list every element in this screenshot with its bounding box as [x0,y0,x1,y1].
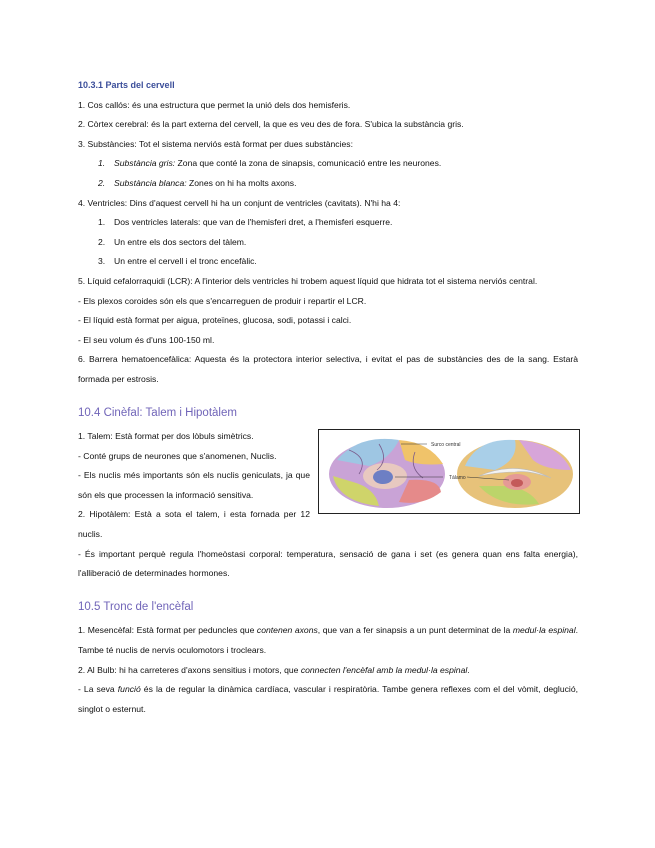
paragraph-funcio [78,680,578,719]
italic-run: funció [117,684,141,695]
paragraph-plexos: - Els plexos coroides són els que s'encarreguen de produir i repartir el LCR. [78,295,367,306]
paragraph-substancies: 3. Substàncies: Tot el sistema nerviós està format per dues substàncies: [78,138,353,149]
text-run: 1. Mesencèfal: Està format per peduncles que [78,625,257,636]
paragraph-hipotalem: 2. Hipotàlem: Està a sota el talem, i esta fornada per 12 nuclis. [78,509,310,540]
italic-run: connecten l'encèfal amb la medul·la espinal [300,664,468,675]
figure-label-top: Surco central [431,442,461,449]
list-text: Un entre els dos sectors del tàlem. [114,236,247,247]
paragraph-cos-callos: 1. Cos callós: és una estructura que permet la unió dels dos hemisferis. [78,99,351,110]
term-substancia-blanca: Substància blanca: [114,177,187,188]
text-run: . [467,664,470,675]
list-item [78,174,578,194]
section-heading-tronc: 10.5 Tronc de l'encèfal [78,600,194,613]
list-ventricles [78,213,578,272]
paragraph-bulb [78,661,578,681]
list-substancies [78,154,578,193]
cinefal-block [78,427,578,545]
paragraph-liquid: - El líquid està format per aigua, proteïnes, glucosa, sodi, potassi i calci. [78,315,352,326]
paragraph-lcr: 5. Líquid cefalorraquidi (LCR): A l'interior dels ventricles hi trobem aquest líquid que hidrata tot el sistema nerviós central. [78,275,538,286]
list-text: Un entre el cervell i el tronc encefàlic. [114,256,257,267]
list-number: 3. [98,256,106,267]
list-text: Dos ventricles laterals: que van de l'hemisferi dret, a l'hemisferi esquerre. [114,217,393,228]
paragraph-barrera: 6. Barrera hematoencefàlica: Aquesta és la protectora interior selectiva, i evitat el pas de substàncies des de la sang. Estarà formada per estrosis. [78,354,578,384]
paragraph-volum: - El seu volum és d'uns 100-150 ml. [78,334,215,345]
paragraph-talem: 1. Talem: Està format per dos lòbuls simètrics. [78,431,254,442]
list-text: Zona que conté la zona de sinapsis, comunicació entre les neurones. [175,158,442,169]
paragraph-homeostasi: - És important perquè regula l'homeòstasi corporal: temperatura, sensació de gana i set (es genera quan ens falta energia), l'alliberació de determinades hormones. [78,548,578,579]
list-item [78,213,578,233]
list-number: 1. [98,158,106,169]
text-run: és la de regular la dinàmica cardíaca, vascular i respiratòria. Tambe genera reflexes com el del vòmit, deglució, singlot o esternut. [78,684,578,714]
brain-illustration-icon [319,430,579,513]
paragraph-cortex: 2. Còrtex cerebral: és la part externa del cervell, la que es veu des de fora. S'ubica la substància gris. [78,119,464,130]
list-item [78,154,578,174]
list-number: 2. [98,236,106,247]
list-number: 1. [98,217,106,228]
italic-run: contenen axons [256,625,318,636]
section-heading-parts-cervell: 10.3.1 Parts del cervell [78,80,175,90]
text-run: 2. Al Bulb: hi ha carreteres d'axons sensitius i motors, que [78,664,301,675]
document-page [78,76,578,719]
list-text: Zones on hi ha molts axons. [186,177,297,188]
paragraph-nuclis-geniculats: - Els nuclis més importants són els nuclis geniculats, ja que són els que processen la informació sensitiva. [78,470,310,500]
list-item [78,233,578,253]
figure-label-mid: Tálamo [449,475,466,482]
paragraph-mesencefal [78,621,578,660]
paragraph-nuclis: - Conté grups de neurones que s'anomenen, Nuclis. [78,450,277,461]
text-run: , que van a fer sinapsis a un punt determinat de la [317,625,513,636]
list-item [78,252,578,272]
list-number: 2. [98,177,106,188]
italic-run: medul·la espinal [512,625,576,636]
section-heading-cinefal: 10.4 Cinèfal: Talem i Hipotàlem [78,406,237,419]
text-run: . Tambe té nuclis de nervis oculomotors i troclears. [78,625,578,656]
paragraph-ventricles: 4. Ventricles: Dins d'aquest cervell hi ha un conjunt de ventricles (cavitats). N'hi ha 4: [78,197,401,208]
brain-figure [318,429,580,514]
text-run: - La seva [78,684,118,695]
cinefal-text-column [78,427,310,545]
term-substancia-gris: Substància gris: [114,158,176,169]
